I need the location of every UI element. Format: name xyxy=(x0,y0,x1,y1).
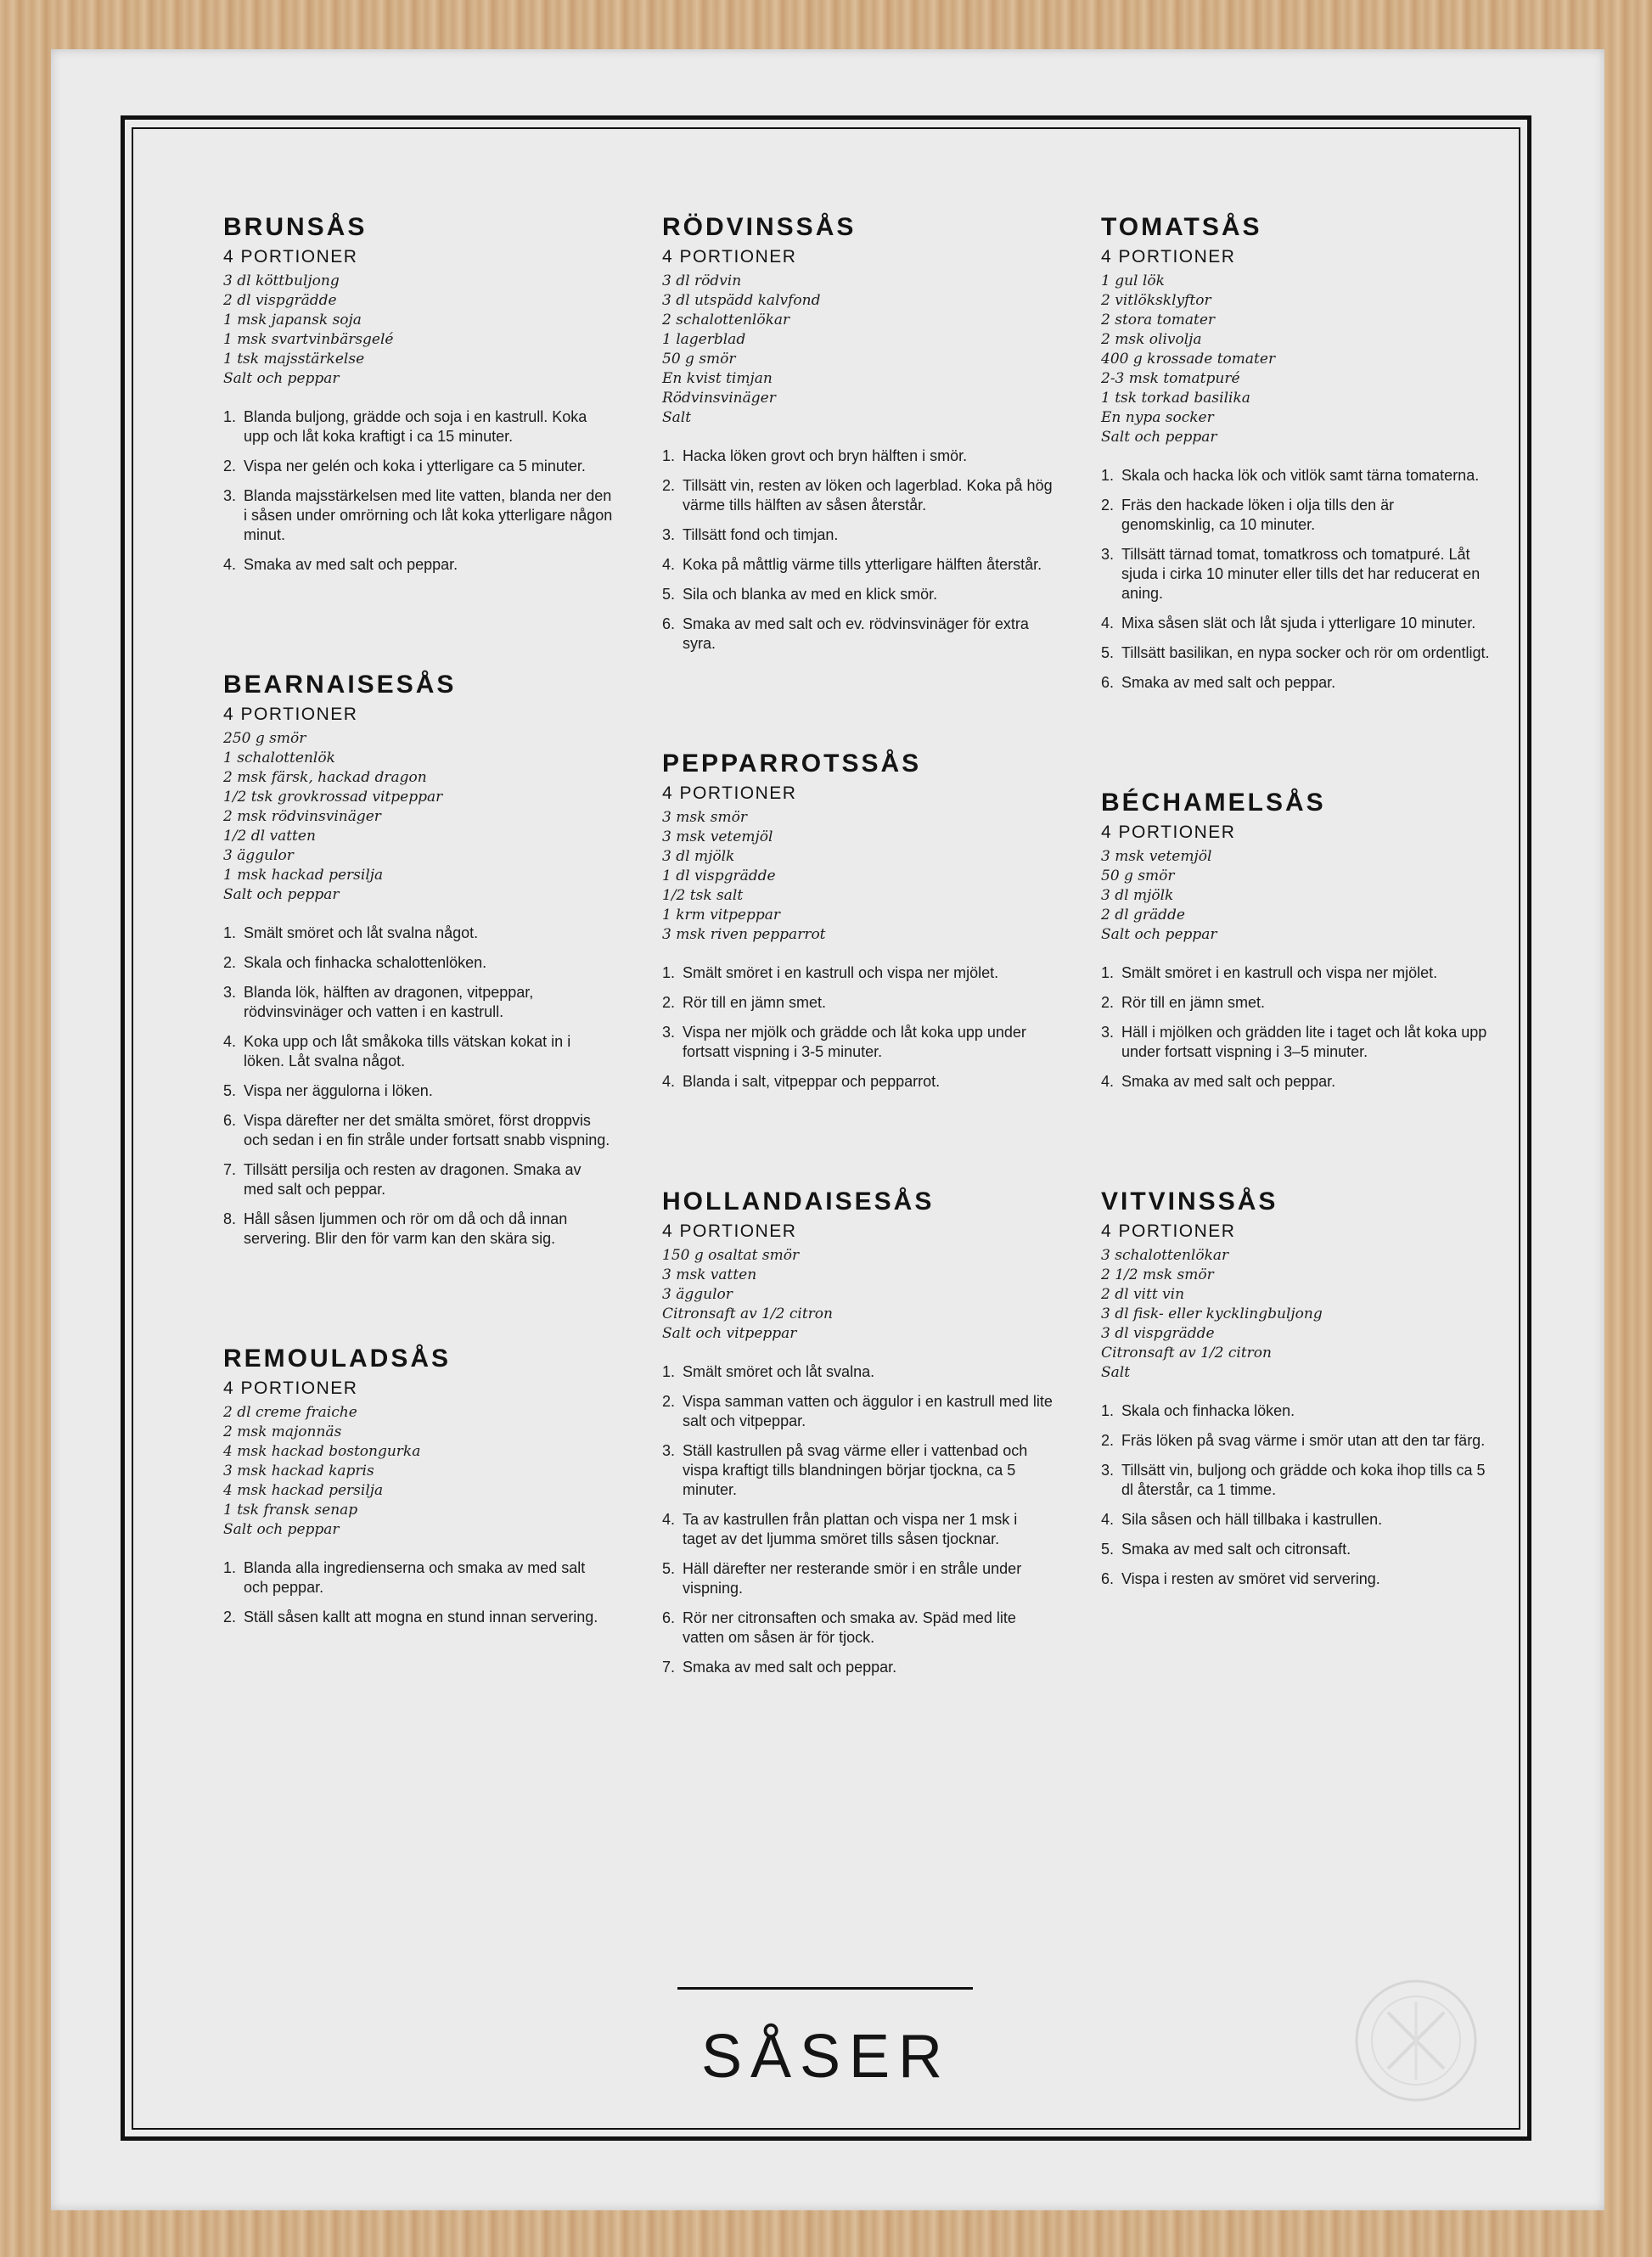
recipe-column-3 xyxy=(1101,212,1492,1684)
ingredient-item: 1 msk hackad persilja xyxy=(223,867,384,884)
step-number: 6. xyxy=(1101,674,1115,691)
instruction-step xyxy=(662,476,1053,515)
step-number: 1. xyxy=(223,924,237,941)
ingredient-item: 2 stora tomater xyxy=(1101,312,1216,328)
step-text: Skala och finhacka schalottenlöken. xyxy=(244,954,487,971)
ingredient-list xyxy=(662,808,1053,945)
step-number: 1. xyxy=(1101,964,1115,981)
ingredient-item: 4 msk hackad bostongurka xyxy=(223,1443,421,1460)
instruction-step xyxy=(1101,1431,1492,1451)
ingredient-item: 2 msk majonnäs xyxy=(223,1423,342,1440)
recipe-card xyxy=(223,670,614,1249)
step-number: 2. xyxy=(1101,1432,1115,1449)
step-number: 6. xyxy=(223,1112,237,1129)
instruction-step xyxy=(662,1510,1053,1549)
ingredient-item: 1 tsk majsstärkelse xyxy=(223,351,365,368)
embossed-seal-icon xyxy=(1351,1976,1481,2105)
ingredient-item: 1/2 tsk salt xyxy=(662,887,744,904)
ingredient-item: 2 vitlöksklyftor xyxy=(1101,292,1211,309)
instruction-list xyxy=(662,1362,1053,1677)
step-text: Tillsätt basilikan, en nypa socker och rör om ordentligt. xyxy=(1121,644,1490,661)
instruction-step xyxy=(1101,1569,1492,1589)
ingredient-item: Salt och vitpeppar xyxy=(662,1325,797,1342)
step-number: 7. xyxy=(223,1161,237,1178)
instruction-step xyxy=(1101,643,1492,663)
step-text: Smaka av med salt och peppar. xyxy=(1121,1073,1336,1090)
step-text: Smält smöret i en kastrull och vispa ner mjölet. xyxy=(1121,964,1438,981)
step-text: Ta av kastrullen från plattan och vispa ner 1 msk i taget av det ljumma smöret tills såsen tjocknar. xyxy=(683,1511,1018,1547)
step-number: 5. xyxy=(1101,1541,1115,1558)
step-number: 4. xyxy=(1101,1511,1115,1528)
step-number: 5. xyxy=(223,1082,237,1099)
instruction-step xyxy=(1101,1540,1492,1559)
instruction-step xyxy=(662,1023,1053,1062)
instruction-step xyxy=(223,953,614,973)
ingredient-item: 2 dl creme fraiche xyxy=(223,1404,357,1421)
ingredient-list xyxy=(223,729,614,905)
recipe-servings: 4 PORTIONER xyxy=(223,1378,358,1398)
step-text: Håll såsen ljummen och rör om då och då innan servering. Blir den för varm kan den skära sig. xyxy=(244,1210,568,1247)
ingredient-item: Salt xyxy=(662,409,692,426)
ingredient-item: Salt och peppar xyxy=(223,886,340,903)
instruction-list xyxy=(1101,466,1492,693)
ingredient-item: 3 dl köttbuljong xyxy=(223,272,340,289)
ingredient-item: 50 g smör xyxy=(662,351,736,368)
recipe-title: BRUNSÅS xyxy=(223,213,368,241)
step-text: Vispa i resten av smöret vid servering. xyxy=(1121,1570,1380,1587)
instruction-step xyxy=(662,1559,1053,1598)
ingredient-item: 3 msk smör xyxy=(662,809,747,826)
step-text: Skala och finhacka löken. xyxy=(1121,1402,1295,1419)
ingredient-item: 3 dl fisk- eller kycklingbuljong xyxy=(1101,1305,1323,1322)
step-number: 3. xyxy=(662,1024,676,1041)
step-number: 1. xyxy=(662,1363,676,1380)
step-number: 6. xyxy=(1101,1570,1115,1587)
step-number: 4. xyxy=(662,556,676,573)
step-number: 2. xyxy=(223,954,237,971)
instruction-step xyxy=(223,1032,614,1071)
step-text: Smaka av med salt och peppar. xyxy=(683,1659,897,1676)
instruction-list xyxy=(1101,1401,1492,1589)
step-text: Skala och hacka lök och vitlök samt tärna tomaterna. xyxy=(1121,467,1480,484)
ingredient-item: 3 msk vetemjöl xyxy=(1101,848,1212,865)
instruction-step xyxy=(1101,993,1492,1013)
step-number: 4. xyxy=(223,1033,237,1050)
step-text: Blanda i salt, vitpeppar och pepparrot. xyxy=(683,1073,941,1090)
ingredient-item: Salt och peppar xyxy=(223,1521,340,1538)
step-text: Smaka av med salt och ev. rödvinsvinäger för extra syra. xyxy=(683,615,1029,652)
step-text: Smält smöret och låt svalna. xyxy=(683,1363,875,1380)
recipe-card xyxy=(1101,1187,1492,1589)
instruction-list xyxy=(223,924,614,1249)
step-number: 3. xyxy=(662,526,676,543)
step-text: Vispa ner äggulorna i löken. xyxy=(244,1082,433,1099)
instruction-step xyxy=(223,983,614,1022)
ingredient-item: 2 dl vitt vin xyxy=(1101,1286,1185,1303)
ingredient-item: Salt och peppar xyxy=(1101,926,1217,943)
step-text: Rör till en jämn smet. xyxy=(1121,994,1266,1011)
recipe-servings: 4 PORTIONER xyxy=(1101,1221,1236,1241)
step-number: 7. xyxy=(662,1659,676,1676)
instruction-step xyxy=(1101,1401,1492,1421)
instruction-step xyxy=(662,446,1053,466)
ingredient-item: 1 msk svartvinbärsgelé xyxy=(223,331,394,348)
step-text: Rör till en jämn smet. xyxy=(683,994,827,1011)
ingredient-list xyxy=(662,1246,1053,1344)
recipe-card xyxy=(223,1344,614,1627)
recipe-title: REMOULADSÅS xyxy=(223,1345,452,1373)
step-number: 5. xyxy=(662,586,676,603)
instruction-step xyxy=(223,555,614,575)
instruction-step xyxy=(1101,1510,1492,1530)
instruction-step xyxy=(223,457,614,476)
step-text: Koka på måttlig värme tills ytterligare hälften återstår. xyxy=(683,556,1042,573)
ingredient-item: 1 tsk torkad basilika xyxy=(1101,390,1250,407)
step-text: Tillsätt vin, buljong och grädde och koka ihop tills ca 5 dl återstår, ca 1 timme. xyxy=(1121,1462,1486,1498)
recipe-servings: 4 PORTIONER xyxy=(223,705,358,724)
instruction-step xyxy=(662,1392,1053,1431)
step-number: 1. xyxy=(1101,467,1115,484)
instruction-step xyxy=(662,993,1053,1013)
instruction-step xyxy=(1101,496,1492,535)
step-number: 1. xyxy=(223,408,237,425)
ingredient-item: 1/2 tsk grovkrossad vitpeppar xyxy=(223,789,443,806)
step-text: Tillsätt vin, resten av löken och lagerblad. Koka på hög värme tills hälften av såsen återstår. xyxy=(683,477,1053,514)
ingredient-item: 2 msk rödvinsvinäger xyxy=(223,808,381,825)
step-number: 4. xyxy=(662,1511,676,1528)
recipe-title: TOMATSÅS xyxy=(1101,213,1262,241)
instruction-step xyxy=(1101,963,1492,983)
step-number: 1. xyxy=(1101,1402,1115,1419)
step-number: 8. xyxy=(223,1210,237,1227)
step-number: 2. xyxy=(223,458,237,474)
step-text: Vispa ner mjölk och grädde och låt koka upp under fortsatt vispning i 3-5 minuter. xyxy=(683,1024,1026,1060)
ingredient-item: 50 g smör xyxy=(1101,867,1175,884)
instruction-step xyxy=(223,407,614,446)
ingredient-item: 1 lagerblad xyxy=(662,331,746,348)
step-number: 4. xyxy=(1101,615,1115,632)
step-text: Smält smöret i en kastrull och vispa ner mjölet. xyxy=(683,964,999,981)
ingredient-item: 2 schalottenlökar xyxy=(662,312,790,328)
step-text: Smaka av med salt och peppar. xyxy=(244,556,458,573)
instruction-step xyxy=(662,615,1053,654)
step-text: Mixa såsen slät och låt sjuda i ytterligare 10 minuter. xyxy=(1121,615,1476,632)
step-text: Blanda buljong, grädde och soja i en kastrull. Koka upp och låt koka kraftigt i ca 15 minuter. xyxy=(244,408,587,445)
step-text: Tillsätt persilja och resten av dragonen. Smaka av med salt och peppar. xyxy=(244,1161,582,1198)
step-number: 3. xyxy=(662,1442,676,1459)
ingredient-list xyxy=(1101,847,1492,945)
ingredient-item: 2 1/2 msk smör xyxy=(1101,1266,1214,1283)
ingredient-item: 150 g osaltat smör xyxy=(662,1247,800,1264)
step-number: 2. xyxy=(662,994,676,1011)
instruction-step xyxy=(662,963,1053,983)
recipe-servings: 4 PORTIONER xyxy=(662,247,797,267)
step-number: 4. xyxy=(223,556,237,573)
ingredient-list xyxy=(223,1403,614,1540)
step-text: Häll därefter ner resterande smör i en stråle under vispning. xyxy=(683,1560,1022,1597)
instruction-list xyxy=(223,407,614,575)
step-number: 2. xyxy=(662,477,676,494)
ingredient-item: 3 dl utspädd kalvfond xyxy=(662,292,821,309)
recipe-servings: 4 PORTIONER xyxy=(662,783,797,803)
instruction-step xyxy=(662,555,1053,575)
poster-title: SÅSER xyxy=(700,2023,952,2091)
recipe-card xyxy=(1101,788,1492,1092)
step-number: 2. xyxy=(662,1393,676,1410)
instruction-step xyxy=(1101,466,1492,486)
ingredient-item: 2-3 msk tomatpuré xyxy=(1101,370,1240,387)
recipe-title: RÖDVINSSÅS xyxy=(662,213,857,241)
recipe-column-2 xyxy=(662,212,1053,1772)
step-number: 1. xyxy=(662,964,676,981)
step-text: Blanda alla ingredienserna och smaka av med salt och peppar. xyxy=(244,1559,586,1596)
recipe-card xyxy=(662,749,1053,1092)
ingredient-item: 2 dl vispgrädde xyxy=(223,292,337,309)
step-text: Smaka av med salt och citronsaft. xyxy=(1121,1541,1351,1558)
ingredient-item: 3 äggulor xyxy=(223,847,294,864)
step-number: 1. xyxy=(223,1559,237,1576)
ingredient-item: 3 äggulor xyxy=(662,1286,733,1303)
ingredient-item: 1 krm vitpeppar xyxy=(662,907,781,924)
instruction-step xyxy=(223,1608,614,1627)
recipe-card xyxy=(662,1187,1053,1677)
recipe-card xyxy=(662,212,1053,654)
recipe-card xyxy=(1101,212,1492,693)
step-text: Koka upp och låt småkoka tills vätskan kokat in i löken. Låt svalna något. xyxy=(244,1033,571,1070)
step-text: Sila såsen och häll tillbaka i kastrullen. xyxy=(1121,1511,1383,1528)
recipe-title: HOLLANDAISESÅS xyxy=(662,1187,935,1216)
instruction-step xyxy=(1101,673,1492,693)
instruction-step xyxy=(223,1111,614,1150)
recipe-servings: 4 PORTIONER xyxy=(223,247,358,267)
ingredient-list xyxy=(1101,272,1492,447)
ingredient-item: 1/2 dl vatten xyxy=(223,828,316,845)
ingredient-item: Salt och peppar xyxy=(223,370,340,387)
instruction-step xyxy=(1101,545,1492,604)
instruction-step xyxy=(223,486,614,545)
recipe-servings: 4 PORTIONER xyxy=(1101,247,1236,267)
ingredient-item: 3 msk vetemjöl xyxy=(662,828,773,845)
step-text: Smält smöret och låt svalna något. xyxy=(244,924,479,941)
ingredient-item: 1 gul lök xyxy=(1101,272,1165,289)
ingredient-item: 3 msk riven pepparrot xyxy=(662,926,826,943)
instruction-step xyxy=(1101,1023,1492,1062)
step-number: 3. xyxy=(1101,1024,1115,1041)
ingredient-item: 3 schalottenlökar xyxy=(1101,1247,1229,1264)
step-text: Smaka av med salt och peppar. xyxy=(1121,674,1336,691)
step-number: 5. xyxy=(1101,644,1115,661)
ingredient-item: Salt xyxy=(1101,1364,1131,1381)
recipe-title: PEPPARROTSSÅS xyxy=(662,750,922,778)
step-number: 6. xyxy=(662,1609,676,1626)
step-text: Tillsätt tärnad tomat, tomatkross och tomatpuré. Låt sjuda i cirka 10 minuter eller tills det har reducerat en aning. xyxy=(1121,546,1481,602)
recipe-card xyxy=(223,212,614,575)
ingredient-item: 3 dl rödvin xyxy=(662,272,742,289)
step-number: 4. xyxy=(1101,1073,1115,1090)
instruction-step xyxy=(1101,614,1492,633)
instruction-step xyxy=(223,1081,614,1101)
step-text: Rör ner citronsaften och smaka av. Späd med lite vatten om såsen är för tjock. xyxy=(683,1609,1016,1646)
step-text: Vispa ner gelén och koka i ytterligare ca 5 minuter. xyxy=(244,458,586,474)
ingredient-item: 2 msk olivolja xyxy=(1101,331,1202,348)
ingredient-list xyxy=(1101,1246,1492,1383)
step-number: 3. xyxy=(223,984,237,1001)
ingredient-item: 3 dl vispgrädde xyxy=(1101,1325,1215,1342)
ingredient-item: 1 schalottenlök xyxy=(223,750,335,766)
instruction-list xyxy=(1101,963,1492,1092)
instruction-step xyxy=(662,1072,1053,1092)
ingredient-item: 3 msk hackad kapris xyxy=(223,1463,374,1479)
ingredient-item: Rödvinsvinäger xyxy=(662,390,776,407)
ingredient-item: 1 dl vispgrädde xyxy=(662,867,776,884)
instruction-step xyxy=(662,585,1053,604)
step-text: Häll i mjölken och grädden lite i taget och låt koka upp under fortsatt vispning i 3–5 minuter. xyxy=(1121,1024,1487,1060)
instruction-step xyxy=(662,1658,1053,1677)
step-text: Tillsätt fond och timjan. xyxy=(683,526,839,543)
instruction-step xyxy=(662,1362,1053,1382)
step-text: Blanda lök, hälften av dragonen, vitpeppar, rödvinsvinäger och vatten i en kastrull. xyxy=(244,984,534,1020)
step-number: 2. xyxy=(1101,497,1115,514)
ingredient-item: 3 dl mjölk xyxy=(662,848,735,865)
instruction-step xyxy=(1101,1461,1492,1500)
recipe-title: BÉCHAMELSÅS xyxy=(1101,789,1326,817)
step-text: Fräs den hackade löken i olja tills den är genomskinlig, ca 10 minuter. xyxy=(1121,497,1395,533)
ingredient-item: 3 dl mjölk xyxy=(1101,887,1174,904)
step-text: Ställ kastrullen på svag värme eller i vattenbad och vispa kraftigt tills blandningen börjar tjockna, ca 5 minuter. xyxy=(683,1442,1028,1498)
ingredient-item: 3 msk vatten xyxy=(662,1266,757,1283)
step-number: 1. xyxy=(662,447,676,464)
ingredient-item: 2 msk färsk, hackad dragon xyxy=(223,769,427,786)
step-number: 3. xyxy=(1101,546,1115,563)
instruction-step xyxy=(662,1609,1053,1648)
step-number: 2. xyxy=(223,1609,237,1625)
recipe-servings: 4 PORTIONER xyxy=(1101,823,1236,842)
ingredient-item: En nypa socker xyxy=(1101,409,1214,426)
step-text: Ställ såsen kallt att mogna en stund innan servering. xyxy=(244,1609,598,1625)
recipe-title: BEARNAISESÅS xyxy=(223,671,457,699)
step-text: Hacka löken grovt och bryn hälften i smör. xyxy=(683,447,968,464)
ingredient-item: 4 msk hackad persilja xyxy=(223,1482,384,1499)
ingredient-item: 400 g krossade tomater xyxy=(1101,351,1276,368)
step-text: Vispa därefter ner det smälta smöret, först droppvis och sedan i en fin stråle under fortsatt snabb vispning. xyxy=(244,1112,610,1148)
ingredient-list xyxy=(662,272,1053,428)
ingredient-item: 2 dl grädde xyxy=(1101,907,1185,924)
step-text: Sila och blanka av med en klick smör. xyxy=(683,586,938,603)
instruction-step xyxy=(223,1210,614,1249)
recipe-title: VITVINSSÅS xyxy=(1101,1187,1278,1216)
instruction-step xyxy=(223,924,614,943)
instruction-list xyxy=(223,1558,614,1627)
step-text: Vispa samman vatten och äggulor i en kastrull med lite salt och vitpeppar. xyxy=(683,1393,1053,1429)
ingredient-item: Citronsaft av 1/2 citron xyxy=(662,1305,833,1322)
instruction-list xyxy=(662,963,1053,1092)
step-text: Fräs löken på svag värme i smör utan att den tar färg. xyxy=(1121,1432,1486,1449)
step-text: Blanda majsstärkelsen med lite vatten, blanda ner den i såsen under omrörning och låt koka ytterligare någon minut. xyxy=(244,487,613,543)
step-number: 2. xyxy=(1101,994,1115,1011)
step-number: 4. xyxy=(662,1073,676,1090)
step-number: 6. xyxy=(662,615,676,632)
ingredient-list xyxy=(223,272,614,389)
instruction-step xyxy=(223,1558,614,1597)
ingredient-item: Salt och peppar xyxy=(1101,429,1217,446)
ingredient-item: 1 tsk fransk senap xyxy=(223,1502,358,1519)
ingredient-item: Citronsaft av 1/2 citron xyxy=(1101,1345,1272,1361)
title-rule xyxy=(677,1987,973,1990)
recipe-column-1 xyxy=(223,212,614,1722)
instruction-step xyxy=(223,1160,614,1199)
ingredient-item: En kvist timjan xyxy=(662,370,773,387)
instruction-list xyxy=(662,446,1053,654)
instruction-step xyxy=(662,525,1053,545)
step-number: 3. xyxy=(223,487,237,504)
instruction-step xyxy=(662,1441,1053,1500)
step-number: 3. xyxy=(1101,1462,1115,1479)
recipe-servings: 4 PORTIONER xyxy=(662,1221,797,1241)
instruction-step xyxy=(1101,1072,1492,1092)
step-number: 5. xyxy=(662,1560,676,1577)
ingredient-item: 1 msk japansk soja xyxy=(223,312,362,328)
ingredient-item: 250 g smör xyxy=(223,730,306,747)
